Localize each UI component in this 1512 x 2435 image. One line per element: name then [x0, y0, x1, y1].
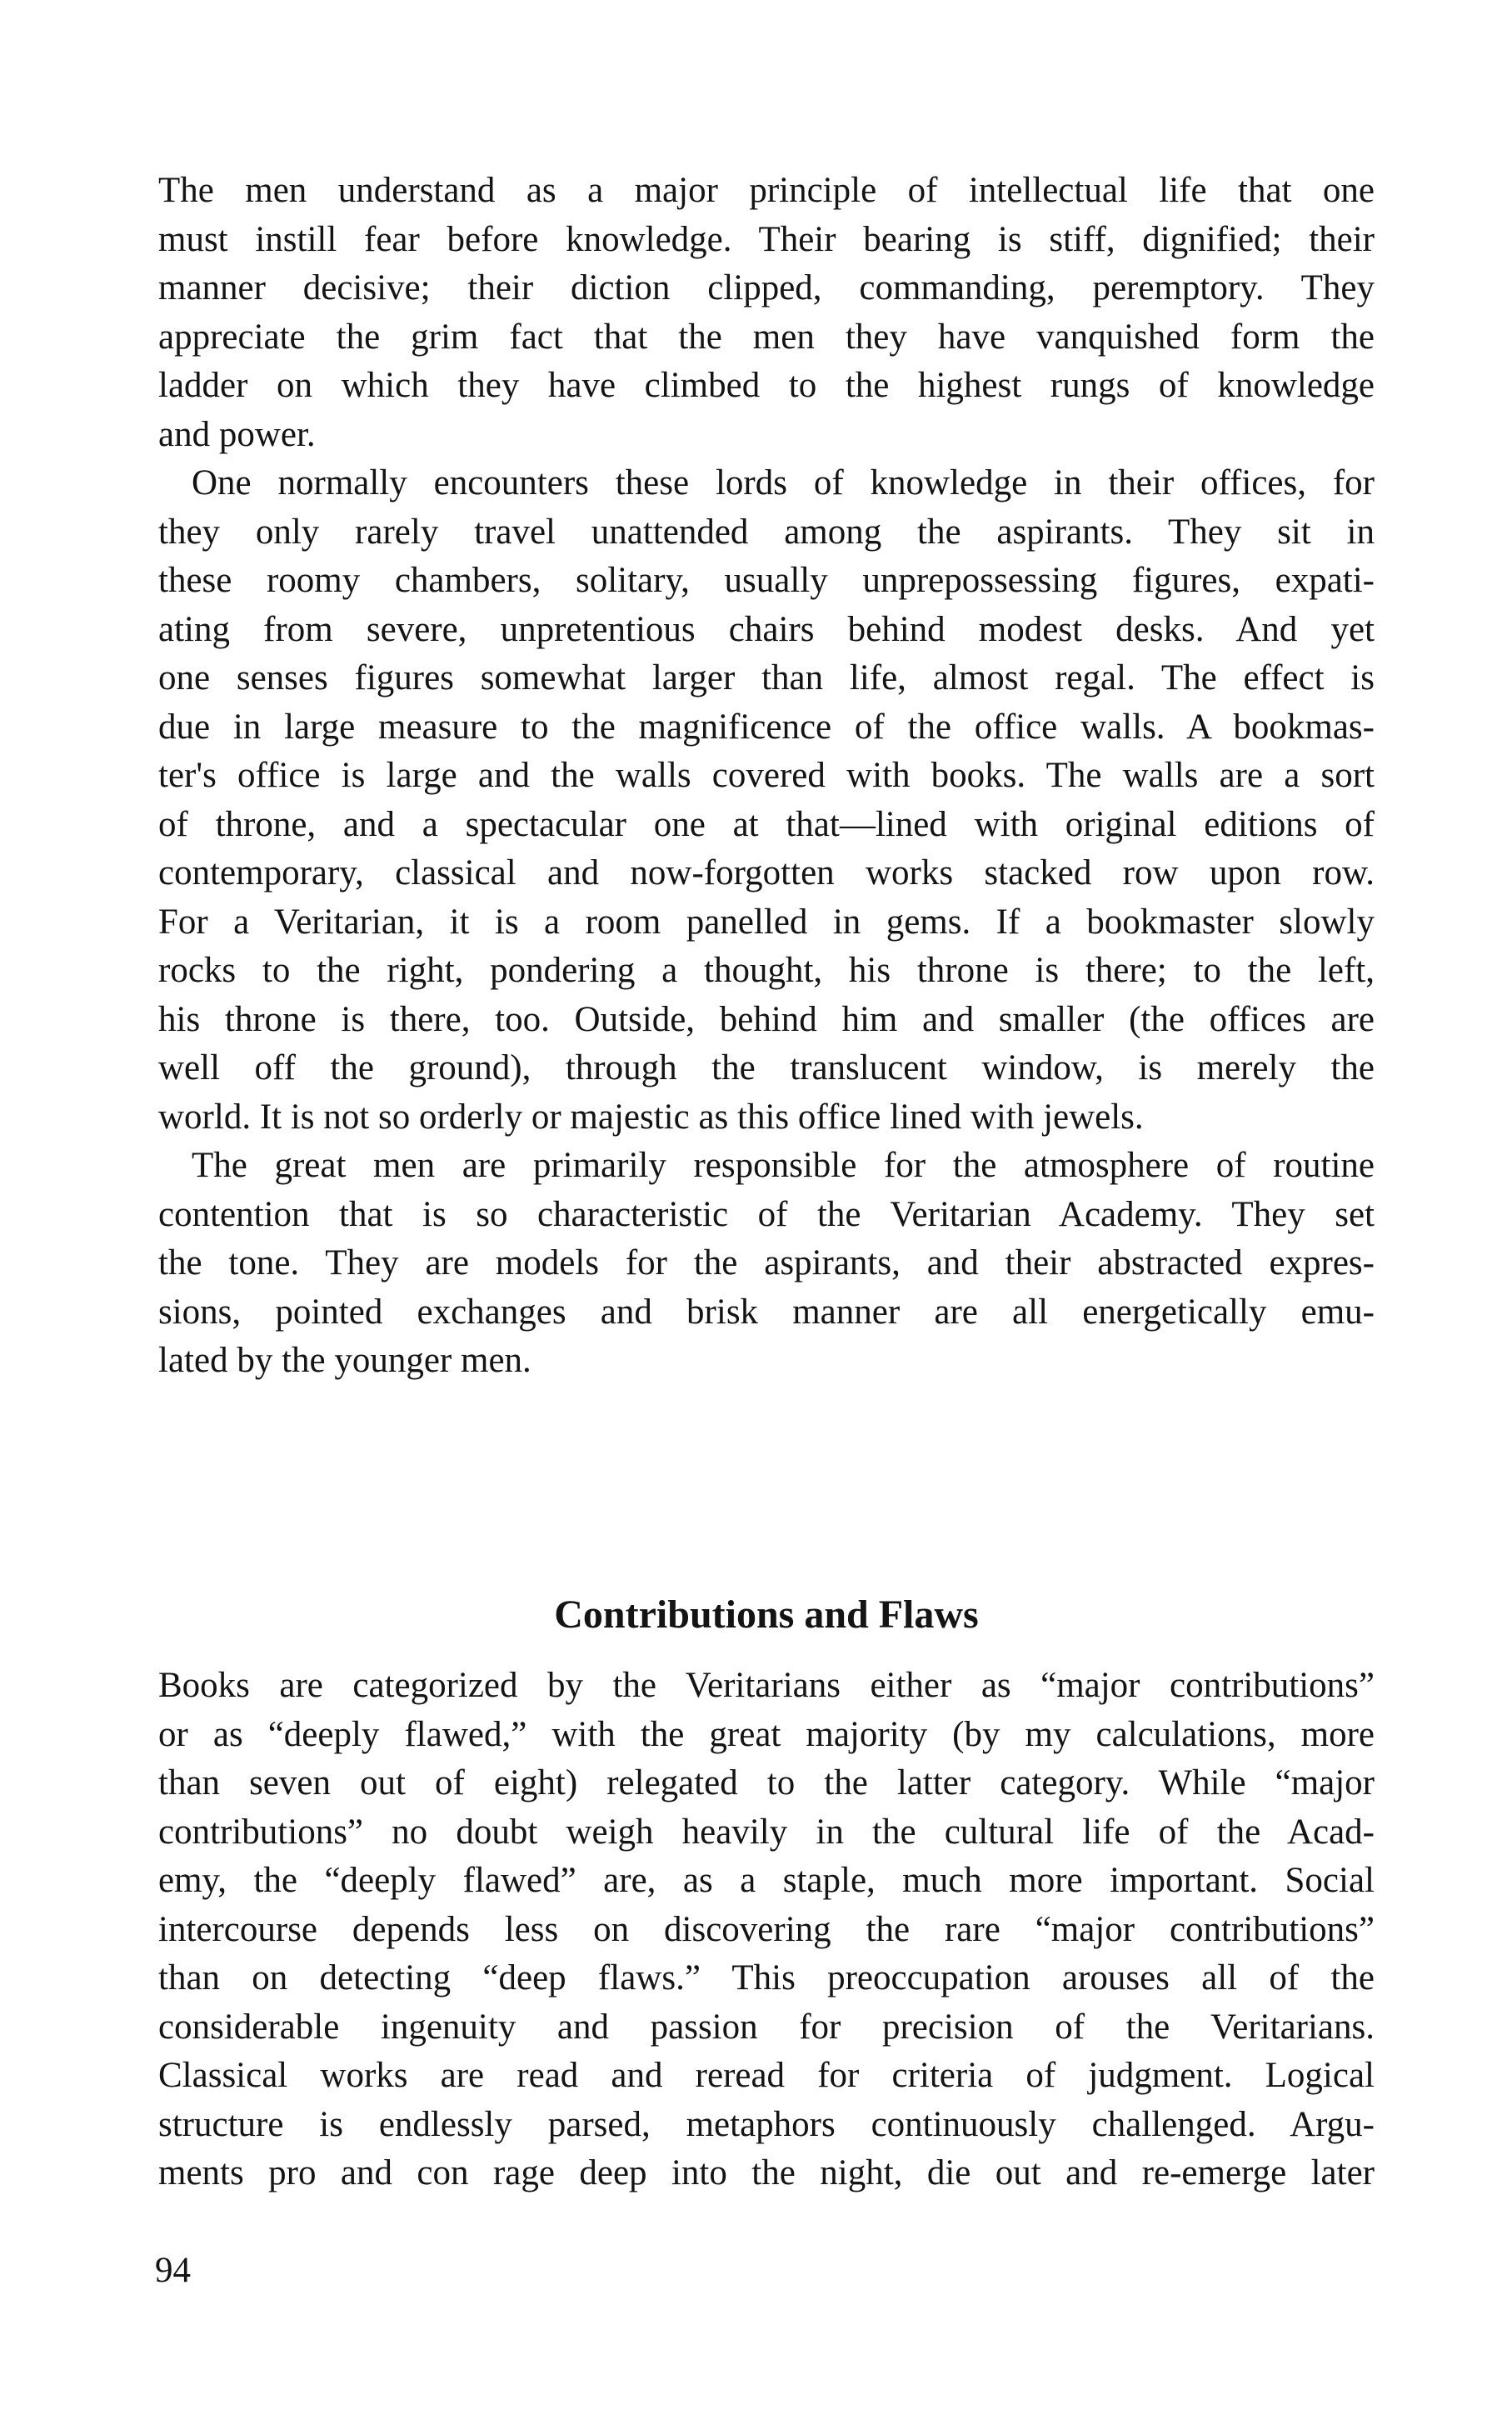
text-line: well off the ground), through the translucent window, is merely the — [158, 1048, 1375, 1088]
text-line: contributions” no doubt weigh heavily in the cultural life of the Acad- — [158, 1812, 1375, 1852]
text-line: must instill fear before knowledge. Their bearing is stiff, dignified; their — [158, 219, 1375, 259]
text-line: or as “deeply flawed,” with the great majority (by my calculations, more — [158, 1714, 1375, 1754]
text-line: Books are categorized by the Veritarians either as “major contributions” — [158, 1666, 1375, 1705]
text-line: The great men are primarily responsible for the atmosphere of routine — [192, 1146, 1375, 1185]
text-line: One normally encounters these lords of knowledge in their offices, for — [192, 463, 1375, 502]
section-2-body — [158, 1662, 1375, 2198]
section-heading: Contributions and Flaws — [554, 1592, 979, 1637]
text-line: structure is endlessly parsed, metaphors continuously challenged. Argu- — [158, 2104, 1375, 2144]
text-line: contention that is so characteristic of the Veritarian Academy. They set — [158, 1194, 1375, 1234]
text-line: sions, pointed exchanges and brisk manner are all energetically emu- — [158, 1292, 1375, 1332]
text-line: emy, the “deeply flawed” are, as a staple, much more important. Social — [158, 1861, 1375, 1900]
text-line: due in large measure to the magnificence of the office walls. A bookmas- — [158, 707, 1375, 747]
paragraph — [158, 167, 1375, 459]
text-line: and power. — [158, 414, 316, 454]
paragraph — [158, 1142, 1375, 1386]
page-number: 94 — [155, 2251, 191, 2290]
text-line: ments pro and con rage deep into the night, die out and re-emerge later — [158, 2153, 1375, 2192]
text-line: Classical works are read and reread for criteria of judgment. Logical — [158, 2056, 1375, 2095]
text-line: than seven out of eight) relegated to the latter category. While “major — [158, 1763, 1375, 1802]
text-line: considerable ingenuity and passion for precision of the Veritarians. — [158, 2007, 1375, 2047]
text-line: lated by the younger men. — [158, 1341, 531, 1380]
text-line: intercourse depends less on discovering the rare “major contributions” — [158, 1909, 1375, 1949]
text-line: his throne is there, too. Outside, behind him and smaller (the offices are — [158, 999, 1375, 1039]
text-line: than on detecting “deep flaws.” This preoccupation arouses all of the — [158, 1958, 1375, 1998]
text-line: the tone. They are models for the aspirants, and their abstracted expres- — [158, 1243, 1375, 1282]
paragraph — [158, 1662, 1375, 2198]
text-line: ating from severe, unpretentious chairs behind modest desks. And yet — [158, 609, 1375, 649]
paragraph — [158, 459, 1375, 1142]
text-line: ladder on which they have climbed to the highest rungs of knowledge — [158, 366, 1375, 405]
section-1-body — [158, 167, 1375, 1386]
text-line: one senses figures somewhat larger than life, almost regal. The effect is — [158, 658, 1375, 698]
text-line: world. It is not so orderly or majestic as this office lined with jewels. — [158, 1097, 1144, 1137]
text-line: For a Veritarian, it is a room panelled in gems. If a bookmaster slowly — [158, 902, 1375, 942]
text-line: manner decisive; their diction clipped, commanding, peremptory. They — [158, 268, 1375, 308]
text-line: rocks to the right, pondering a thought, his throne is there; to the left, — [158, 951, 1375, 990]
text-line: these roomy chambers, solitary, usually unprepossessing figures, expati- — [158, 561, 1375, 600]
text-line: they only rarely travel unattended among the aspirants. They sit in — [158, 512, 1375, 552]
text-line: The men understand as a major principle of intellectual life that one — [158, 171, 1375, 210]
text-line: of throne, and a spectacular one at that—lined with original editions of — [158, 804, 1375, 844]
text-line: ter's office is large and the walls covered with books. The walls are a sort — [158, 756, 1375, 795]
text-line: contemporary, classical and now-forgotten works stacked row upon row. — [158, 853, 1375, 892]
text-line: appreciate the grim fact that the men they have vanquished form the — [158, 317, 1375, 357]
